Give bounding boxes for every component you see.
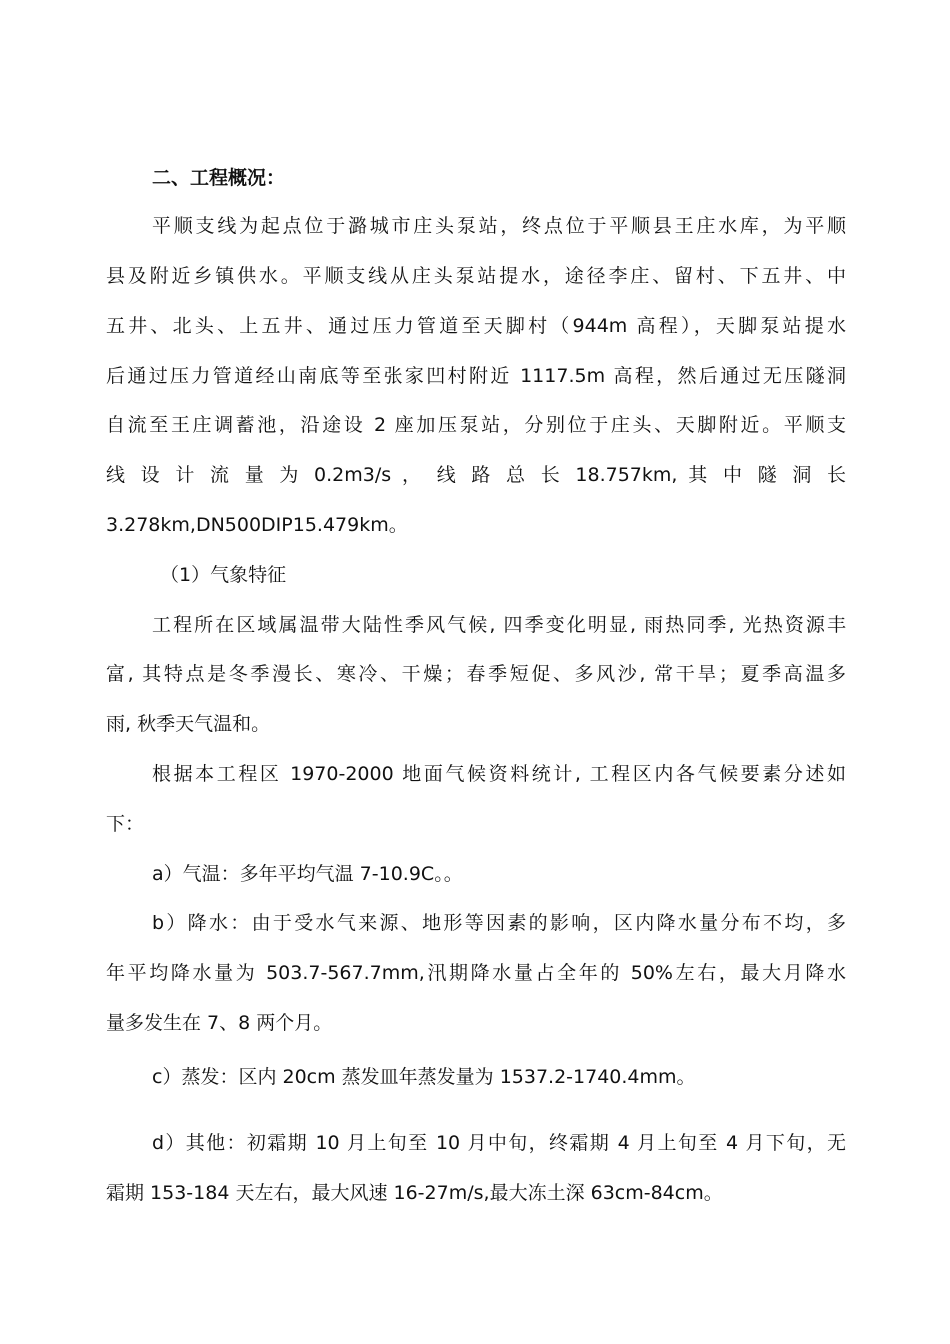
text-line: 3.278km,DN500DIP15.479km。 — [106, 514, 408, 536]
text-line: 雨, 秋季天气温和。 — [106, 713, 271, 735]
text-line: 霜期 153-184 天左右，最大风速 16-27m/s,最大冻土深 63cm-84cm。 — [106, 1182, 723, 1204]
text-line: 量多发生在 7、8 两个月。 — [106, 1012, 333, 1034]
sub-heading: （1）气象特征 — [160, 564, 287, 586]
text-line: d）其他：初霜期 10 月上旬至 10 月中旬，终霜期 4 月上旬至 4 月下旬，无 — [152, 1132, 846, 1154]
text-line: 县及附近乡镇供水。平顺支线从庄头泵站提水，途径李庄、留村、下五井、中 — [106, 265, 846, 287]
section-heading: 二、工程概况： — [152, 167, 286, 189]
item-evaporation: c）蒸发：区内 20cm 蒸发皿年蒸发量为 1537.2-1740.4mm。 — [152, 1066, 696, 1088]
item-temperature: a）气温：多年平均气温 7-10.9C。。 — [152, 863, 463, 885]
text-line: 线 设 计 流 量 为 0.2m3/s ， 线 路 总 长 18.757km, 其 中 隧 洞 长 — [106, 464, 846, 486]
text-line: 下： — [106, 813, 145, 835]
text-line: 自流至王庄调蓄池，沿途设 2 座加压泵站，分别位于庄头、天脚附近。平顺支 — [106, 414, 846, 436]
text-line: 工程所在区域属温带大陆性季风气候, 四季变化明显, 雨热同季, 光热资源丰 — [152, 614, 846, 636]
text-line: 根据本工程区 1970-2000 地面气候资料统计, 工程区内各气候要素分述如 — [152, 763, 846, 785]
text-line: 平顺支线为起点位于潞城市庄头泵站，终点位于平顺县王庄水库，为平顺 — [152, 215, 846, 237]
text-line: b）降水：由于受水气来源、地形等因素的影响，区内降水量分布不均，多 — [152, 912, 846, 934]
text-line: 年平均降水量为 503.7-567.7mm,汛期降水量占全年的 50%左右，最大月降水 — [106, 962, 846, 984]
text-line: 五井、北头、上五井、通过压力管道至天脚村（944m 高程），天脚泵站提水 — [106, 315, 846, 337]
text-line: 后通过压力管道经山南底等至张家凹村附近 1117.5m 高程，然后通过无压隧洞 — [106, 365, 846, 387]
text-line: 富, 其特点是冬季漫长、寒冷、干燥；春季短促、多风沙, 常干旱；夏季高温多 — [106, 663, 846, 685]
